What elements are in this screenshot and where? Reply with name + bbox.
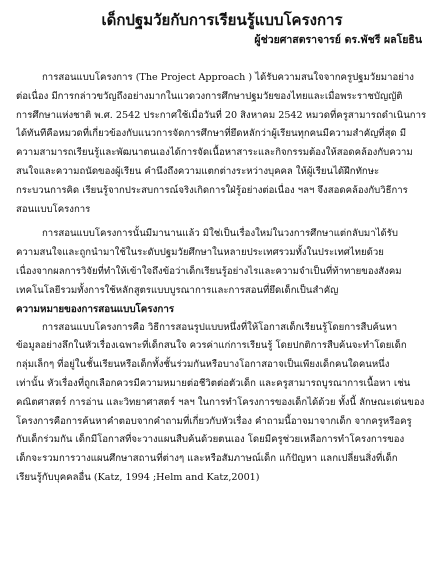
text-line: การสอนแบบโครงการคือ วิธีการสอนรูปแบบหนึ่งที่ให้โอกาสเด็กเรียนรู้โดยการสืบค้นหา <box>42 321 398 333</box>
text-line: เทคโนโลยีรวมทั้งการใช้หลักสูตรแบบบูรณาการและการสอนที่ยึดเด็กเป็นสำคัญ <box>16 284 339 296</box>
text-line: โครงการคือการค้นหาคำตอบจากคำถามที่เกี่ยวกับหัวเรื่อง คำถามนี้อาจมาจากเด็ก จากครูหรือครู <box>16 415 412 427</box>
paragraph-intro <box>16 69 428 219</box>
text-line: การสอนแบบโครงการนั้นมีมานานแล้ว มิใช่เป็นเรื่องใหม่ในวงการศึกษาแต่กลับมาได้รับ <box>42 228 398 240</box>
text-line: ข้อมูลอย่างลึกในหัวเรื่องเฉพาะที่เด็กสนใจ ควรค่าแก่การเรียนรู้ โดยปกติการสืบค้นจะทำโดยเด็ก <box>16 340 407 352</box>
document-title: เด็กปฐมวัยกับการเรียนรู้แบบโครงการ <box>101 11 343 29</box>
text-line: เรียนรู้กับบุคคลอื่น (Katz, 1994 ;Helm and Katz,2001) <box>16 471 260 483</box>
text-line: สนใจและความถนัดของผู้เรียน คำนึงถึงความแตกต่างระหว่างบุคคล ให้ผู้เรียนได้ฝึกทักษะ <box>16 165 380 177</box>
text-line: ความสนใจและถูกนำมาใช้ในระดับปฐมวัยศึกษาในหลายประเทศรวมทั้งในประเทศไทยด้วย <box>16 247 384 259</box>
section-heading: ความหมายของการสอนแบบโครงการ <box>16 303 175 315</box>
text-line: กลุ่มเล็กๆ ที่อยู่ในชั้นเรียนหรือเด็กทั้งชั้นร่วมกันหรือบางโอกาสอาจเป็นเพียงเด็กคนใดคนหนึ่ง <box>16 359 390 371</box>
text-line: คณิตศาสตร์ การอ่าน และวิทยาศาสตร์ ฯลฯ ในการทำโครงการของเด็กได้ด้วย ทั้งนี้ ลักษณะเด่นของ <box>16 396 425 408</box>
text-line: การศึกษาแห่งชาติ พ.ศ. 2542 ประกาศใช้เมื่อวันที่ 20 สิงหาคม 2542 หมวดที่ครูสามารถดำเนินการ <box>16 109 427 121</box>
text-line: การสอนแบบโครงการ (The Project Approach ) ได้รับความสนใจจากครูปฐมวัยมาอย่าง <box>42 72 414 83</box>
text-line: ได้ทันทีคือหมวดที่เกี่ยวข้องกับแนวการจัดการศึกษาที่ยึดหลักว่าผู้เรียนทุกคนมีความสำคัญที่สุด มี <box>16 128 407 140</box>
text-line: สอนแบบโครงการ <box>16 203 91 215</box>
text-line: เด็กจะรวมการวางแผนศึกษาสถานที่ต่างๆ และหรือสัมภาษณ์เด็ก แก้ปัญหา แลกเปลี่ยนสิ่งที่เด็ก <box>16 453 398 465</box>
text-line: ความสามารถเรียนรู้และพัฒนาตนเองได้การจัดเนื้อหาสาระและกิจกรรมต้องให้สอดคล้องกับความ <box>16 147 413 159</box>
paragraph-definition <box>16 319 428 488</box>
text-line: เนื่องจากผลการวิจัยที่ทำให้เข้าใจถึงข้อว่าเด็กเรียนรู้อย่างไรและความจำเป็นที่ท้าทายของสังคม <box>16 265 402 277</box>
text-line: ต่อเนื่อง มีการกล่าวขวัญถึงอย่างมากในแวดวงการศึกษาปฐมวัยของไทยและเมื่อพระราชบัญญัติ <box>16 90 403 102</box>
paragraph-history <box>16 225 428 300</box>
text-line: กระบวนการคิด เรียนรู้จากประสบการณ์จริงเกิดการใฝ่รู้อย่างต่อเนื่อง ฯลฯ จึงสอดคล้องกับวิธีการ <box>16 184 408 196</box>
text-line: กับเด็กร่วมกัน เด็กมีโอกาสที่จะวางแผนสืบค้นด้วยตนเอง โดยมีครูช่วยเหลือการทำโครงการของ <box>16 434 405 446</box>
author-line: ผู้ช่วยศาสตราจารย์ ดร.พัชรี ผลโยธิน <box>254 34 422 46</box>
text-line: เท่านั้น หัวเรื่องที่ถูกเลือกควรมีความหมายต่อชีวิตต่อตัวเด็ก และครูสามารถบูรณาการเนื้อหา เช่น <box>16 377 411 389</box>
